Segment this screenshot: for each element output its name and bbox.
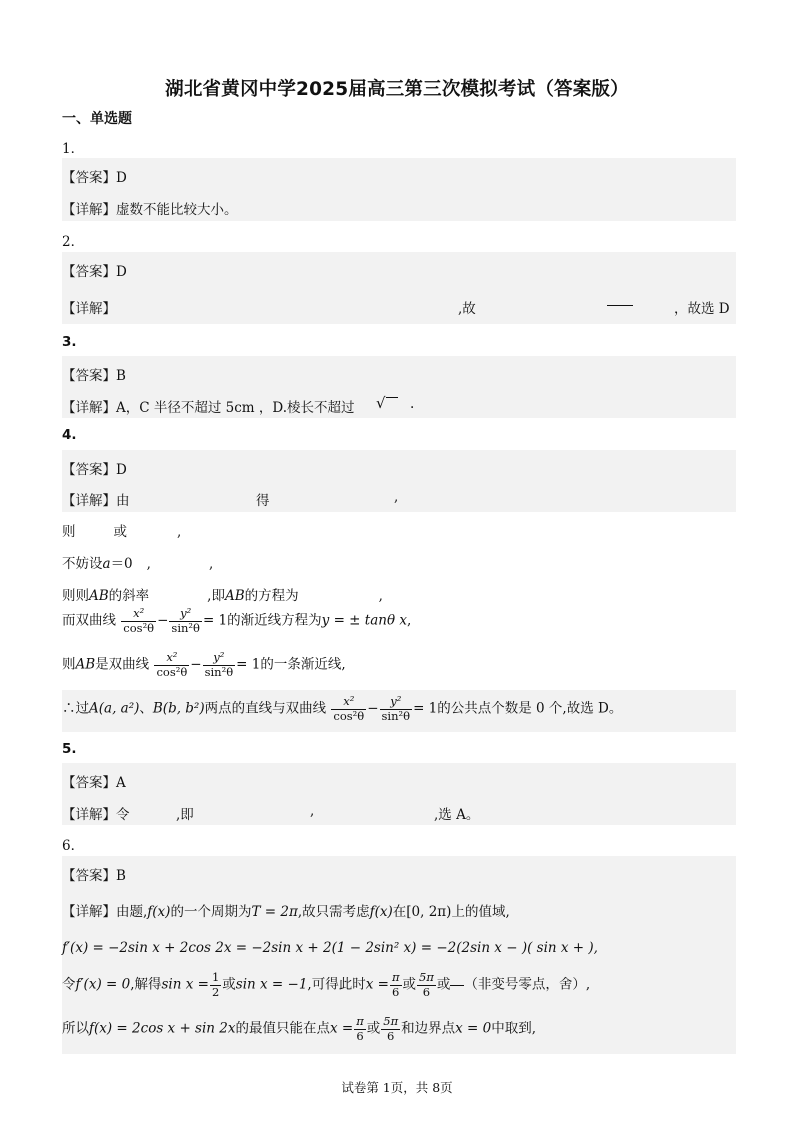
question-number-2: 2． — [62, 234, 85, 250]
q4-l5b: 的渐近线方程为 — [227, 612, 322, 629]
q4-l7b: 、 — [139, 700, 153, 717]
frac-den: sin²θ — [204, 664, 234, 679]
q4-l4a: 则则 — [62, 588, 89, 604]
answer-box-2 — [62, 252, 736, 324]
q6-d3g: （非变号零点，舍）, — [464, 976, 591, 993]
q4-l6var: AB — [75, 656, 96, 673]
answer-2: 【答案】D — [62, 264, 127, 280]
q4-line-3 — [62, 552, 213, 572]
q4-l7c: 两点的直线与双曲线 — [204, 700, 327, 717]
detail-5-end: ,选 A。 — [434, 807, 480, 823]
minus-sign: − — [157, 612, 169, 629]
q4-l3a: 不妨设 — [62, 556, 103, 572]
q4-l2a: 则 — [62, 524, 76, 540]
equals-one: = 1 — [236, 656, 261, 673]
answer-3: 【答案】B — [62, 368, 126, 384]
question-number-4: 4. — [62, 427, 77, 443]
question-number-6: 6． — [62, 838, 85, 854]
q4-line-2 — [62, 520, 181, 540]
frac-num: y² — [380, 696, 413, 710]
frac-num: π — [356, 1014, 364, 1028]
frac-den: cos²θ — [333, 708, 365, 723]
detail-1: 【详解】虚数不能比较大小。 — [62, 202, 238, 218]
q6-d1b: 的一个周期为 — [170, 904, 252, 920]
frac-den: 6 — [422, 984, 431, 999]
minus-sign: − — [190, 656, 202, 673]
asymptote-eq: y = ± tanθ x — [321, 612, 407, 629]
frac-num: x² — [121, 608, 156, 622]
q4-l4d: 的方程为 — [244, 588, 299, 604]
frac-x2-cos2 — [121, 608, 156, 634]
q6-interval: [0, 2π) — [406, 904, 452, 920]
answer-1: 【答案】D — [62, 170, 127, 186]
q4-l3b: , — [146, 556, 151, 572]
q4-l3c: , — [208, 556, 214, 572]
q4-l2b: 或 — [113, 524, 127, 540]
detail-5-mid: ,即 — [176, 807, 194, 823]
q4-l7d: 的公共点个数是 0 个,故选 D。 — [437, 700, 623, 717]
frac-5pi-6 — [381, 1016, 400, 1042]
q4-line-5 — [62, 608, 411, 634]
q4-l3eq: ＝0 — [110, 556, 133, 572]
frac-den: cos²θ — [123, 620, 155, 635]
q6-d3b: ,解得 — [130, 976, 162, 993]
detail-3: 【详解】A，C 半径不超过 5cm ，D.棱长不超过 — [62, 400, 355, 416]
q6-d3c: 或 — [222, 976, 236, 993]
q6-d3s1: sin x = — [161, 976, 209, 993]
fraction-bar — [607, 297, 633, 313]
frac-den: cos²θ — [156, 664, 188, 679]
section-heading: 一、单选题 — [62, 111, 132, 127]
q4-l7a: ∴过 — [62, 700, 89, 717]
answer-6: 【答案】B — [62, 868, 126, 884]
q6-d3a: 令 — [62, 976, 76, 993]
fraction-bar — [450, 985, 464, 986]
frac-y2-sin2 — [203, 652, 236, 678]
frac-pi-6 — [390, 972, 402, 998]
q4-l4b: 的斜率 — [108, 588, 150, 604]
q6-line-4 — [62, 1016, 536, 1042]
q6-d4x0: x = 0 — [455, 1020, 492, 1037]
detail-4-mid: 得 — [256, 493, 270, 509]
frac-den: sin²θ — [381, 708, 411, 723]
q4-l6a: 则 — [62, 656, 76, 673]
q6-line-3 — [62, 972, 590, 998]
q4-l4var: AB — [89, 588, 109, 604]
page-footer: 试卷第 1页，共 8页 — [341, 1080, 453, 1095]
q6-d3f3: 或 — [436, 976, 451, 993]
q4-line-7 — [62, 696, 622, 722]
q6-fx2: f(x) — [369, 904, 393, 920]
q6-d4b: 的最值只能在点 — [235, 1020, 330, 1037]
q4-l3var: a — [102, 556, 111, 572]
frac-den: 6 — [392, 984, 400, 999]
q4-l4var2: AB — [224, 588, 245, 604]
frac-num: 5π — [419, 970, 434, 984]
q4-line-6 — [62, 652, 346, 678]
q4-l4e: , — [378, 588, 383, 604]
q4-l2c: , — [177, 524, 182, 540]
equals-one: = 1 — [202, 612, 228, 629]
frac-num: y² — [169, 608, 202, 622]
page-title: 湖北省黄冈中学2025届高三第三次模拟考试（答案版） — [165, 79, 629, 100]
frac-den: 2 — [211, 984, 220, 999]
answer-box-3 — [62, 356, 736, 418]
q6-d4x: x = — [329, 1020, 354, 1037]
point-b: B(b, b²) — [152, 700, 205, 717]
frac-num: 5π — [383, 1014, 399, 1028]
frac-5pi-6 — [417, 972, 436, 998]
q6-d4e: 中取到, — [491, 1020, 537, 1037]
q4-l4c: ,即 — [207, 588, 225, 604]
q6-d4c: 或 — [366, 1020, 381, 1037]
frac-pi-6 — [354, 1016, 366, 1042]
q6-d3d: ,可得此时 — [307, 976, 366, 993]
q6-d1d: 在 — [392, 904, 407, 920]
frac-den: 6 — [387, 1028, 395, 1043]
detail-5: 【详解】令 — [62, 807, 130, 823]
q6-d4f: f(x) = 2cos x + sin 2x — [89, 1020, 236, 1037]
q4-l6c: 的一条渐近线, — [260, 656, 346, 673]
frac-y2-sin2 — [380, 696, 413, 722]
detail-3-end: . — [410, 396, 415, 412]
q4-l5c: , — [406, 612, 412, 629]
point-a: A(a, a²) — [89, 700, 140, 717]
detail-2-end: ，故选 D — [674, 301, 730, 317]
q6-d4a: 所以 — [62, 1020, 89, 1037]
frac-num: x² — [154, 652, 189, 666]
answer-4: 【答案】D — [62, 462, 127, 478]
q4-l5a: 而双曲线 — [62, 612, 116, 629]
q6-period: T = 2π — [251, 904, 298, 920]
frac-num: x² — [331, 696, 366, 710]
answer-box-4 — [62, 450, 736, 512]
frac-den: 6 — [356, 1028, 364, 1043]
q4-l6b: 是双曲线 — [95, 656, 150, 673]
sqrt-symbol: √ — [376, 394, 398, 412]
frac-num: y² — [203, 652, 236, 666]
q6-fx: f(x) — [147, 904, 171, 920]
q4-line-4 — [62, 584, 383, 604]
question-number-5: 5. — [62, 741, 77, 757]
q6-d3f: f′(x) = 0 — [75, 976, 131, 993]
frac-num: 1 — [211, 970, 220, 984]
frac-half — [210, 972, 221, 998]
detail-2: 【详解】 — [62, 301, 116, 317]
q6-d1e: 上的值域, — [451, 904, 510, 920]
frac-x2-cos2 — [331, 696, 366, 722]
q6-d3s2: sin x = −1 — [235, 976, 308, 993]
detail-4-end: , — [394, 489, 399, 505]
answer-box-5 — [62, 763, 736, 825]
answer-5: 【答案】A — [62, 775, 126, 791]
frac-x2-cos2 — [154, 652, 189, 678]
detail-2-mid: ,故 — [458, 301, 476, 317]
q6-line-1 — [62, 900, 510, 920]
q6-d1a: 【详解】由题, — [62, 904, 148, 920]
frac-den: sin²θ — [171, 620, 200, 635]
question-number-1: 1． — [62, 141, 85, 157]
frac-num: π — [391, 970, 400, 984]
equals-one: = 1 — [413, 700, 438, 717]
question-number-3: 3. — [62, 334, 77, 350]
minus-sign: − — [367, 700, 379, 717]
frac-y2-sin2 — [169, 608, 202, 634]
q6-line-2: f′(x) = −2sin x + 2cos 2x = −2sin x + 2(1 − 2sin² x) = −2(2sin x − )( sin x + ), — [62, 940, 598, 956]
q6-d1c: ,故只需考虑 — [297, 904, 370, 920]
detail-4: 【详解】由 — [62, 493, 130, 509]
q6-d4d: 和边界点 — [401, 1020, 456, 1037]
q6-d3e: 或 — [402, 976, 416, 993]
detail-5-mid2: , — [310, 803, 315, 819]
answer-box-1 — [62, 158, 736, 221]
q6-d3x: x = — [365, 976, 389, 993]
